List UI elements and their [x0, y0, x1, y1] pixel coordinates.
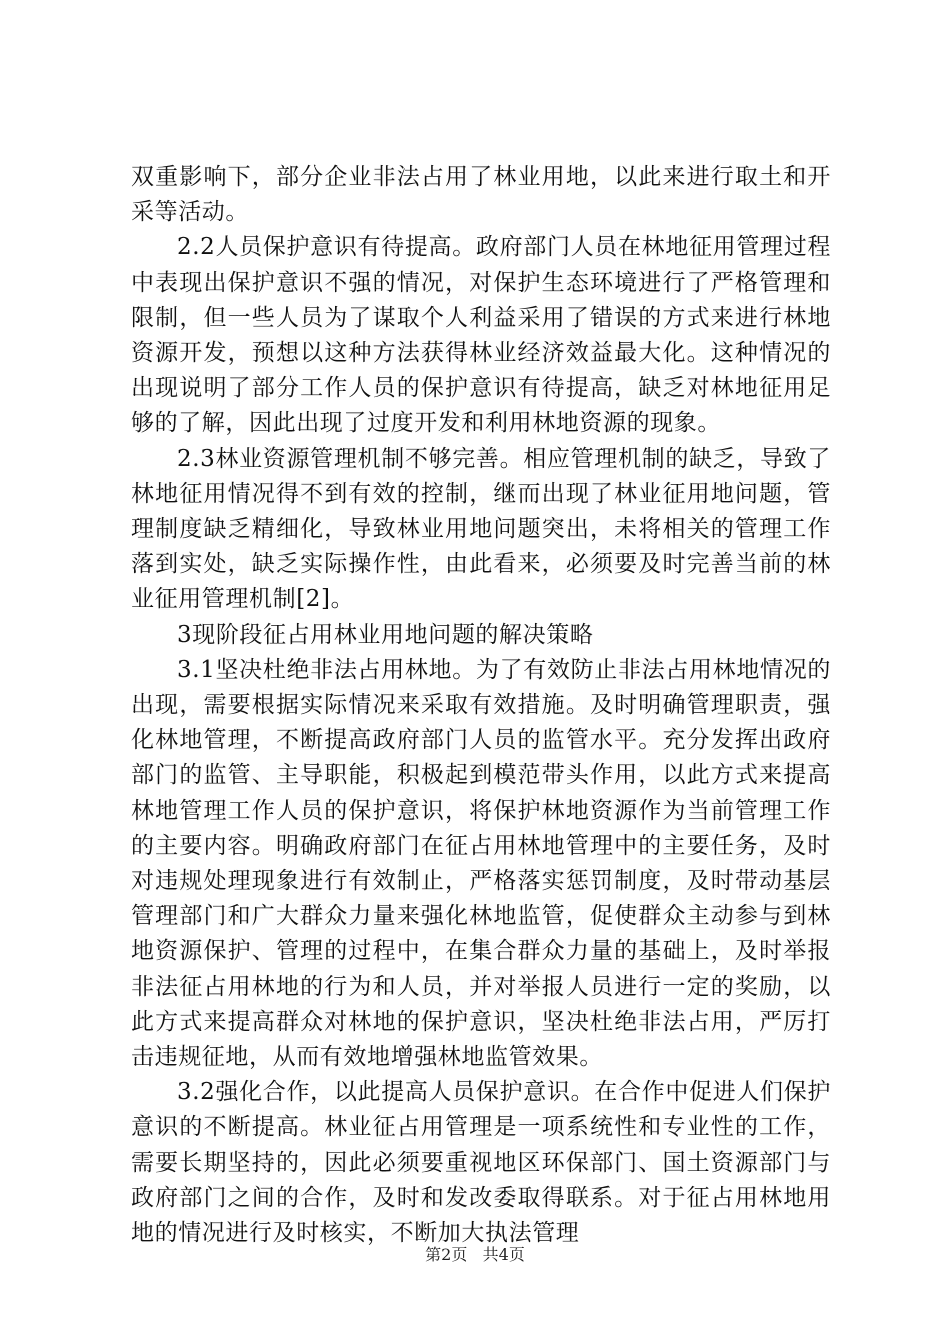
page-footer [0, 1245, 950, 1265]
paragraph-continuation: 双重影响下，部分企业非法占用了林业用地，以此来进行取土和开采等活动。 [131, 164, 831, 226]
page-number: 第2页 [425, 1245, 468, 1264]
page-total: 共4页 [482, 1245, 525, 1264]
section-heading-3: 3现阶段征占用林业用地问题的解决策略 [177, 621, 594, 648]
paragraph-3-2: 3.2强化合作，以此提高人员保护意识。在合作中促进人们保护意识的不断提高。林业征占用管理是一项系统性和专业性的工作，需要长期坚持的，因此必须要重视地区环保部门、国土资源部门与政府部门之间的合作，及时和发改委取得联系。对于征占用林地用地的情况进行及时核实，不断加大执法管理 [131, 1079, 831, 1247]
paragraph-2-3: 2.3林业资源管理机制不够完善。相应管理机制的缺乏，导致了林地征用情况得不到有效的控制，继而出现了林业征用地问题，管理制度缺乏精细化，导致林业用地问题突出，未将相关的管理工作落到实处，缺乏实际操作性，由此看来，必须要及时完善当前的林业征用管理机制[2]。 [131, 445, 831, 613]
page-separator [472, 1245, 477, 1264]
document-body [131, 160, 831, 1251]
paragraph-3-1: 3.1坚决杜绝非法占用林地。为了有效防止非法占用林地情况的出现，需要根据实际情况来采取有效措施。及时明确管理职责，强化林地管理，不断提高政府部门人员的监管水平。充分发挥出政府部门的监管、主导职能，积极起到模范带头作用，以此方式来提高林地管理工作人员的保护意识，将保护林地资源作为当前管理工作的主要内容。明确政府部门在征占用林地管理中的主要任务，及时对违规处理现象进行有效制止，严格落实惩罚制度，及时带动基层管理部门和广大群众力量来强化林地监管，促使群众主动参与到林地资源保护、管理的过程中，在集合群众力量的基础上，及时举报非法征占用林地的行为和人员，并对举报人员进行一定的奖励，以此方式来提高群众对林地的保护意识，坚决杜绝非法占用，严厉打击违规征地，从而有效地增强林地监管效果。 [131, 656, 831, 1071]
paragraph-2-2: 2.2人员保护意识有待提高。政府部门人员在林地征用管理过程中表现出保护意识不强的情况，对保护生态环境进行了严格管理和限制，但一些人员为了谋取个人利益采用了错误的方式来进行林地资源开发，预想以这种方法获得林业经济效益最大化。这种情况的出现说明了部分工作人员的保护意识有待提高，缺乏对林地征用足够的了解，因此出现了过度开发和利用林地资源的现象。 [131, 234, 831, 437]
